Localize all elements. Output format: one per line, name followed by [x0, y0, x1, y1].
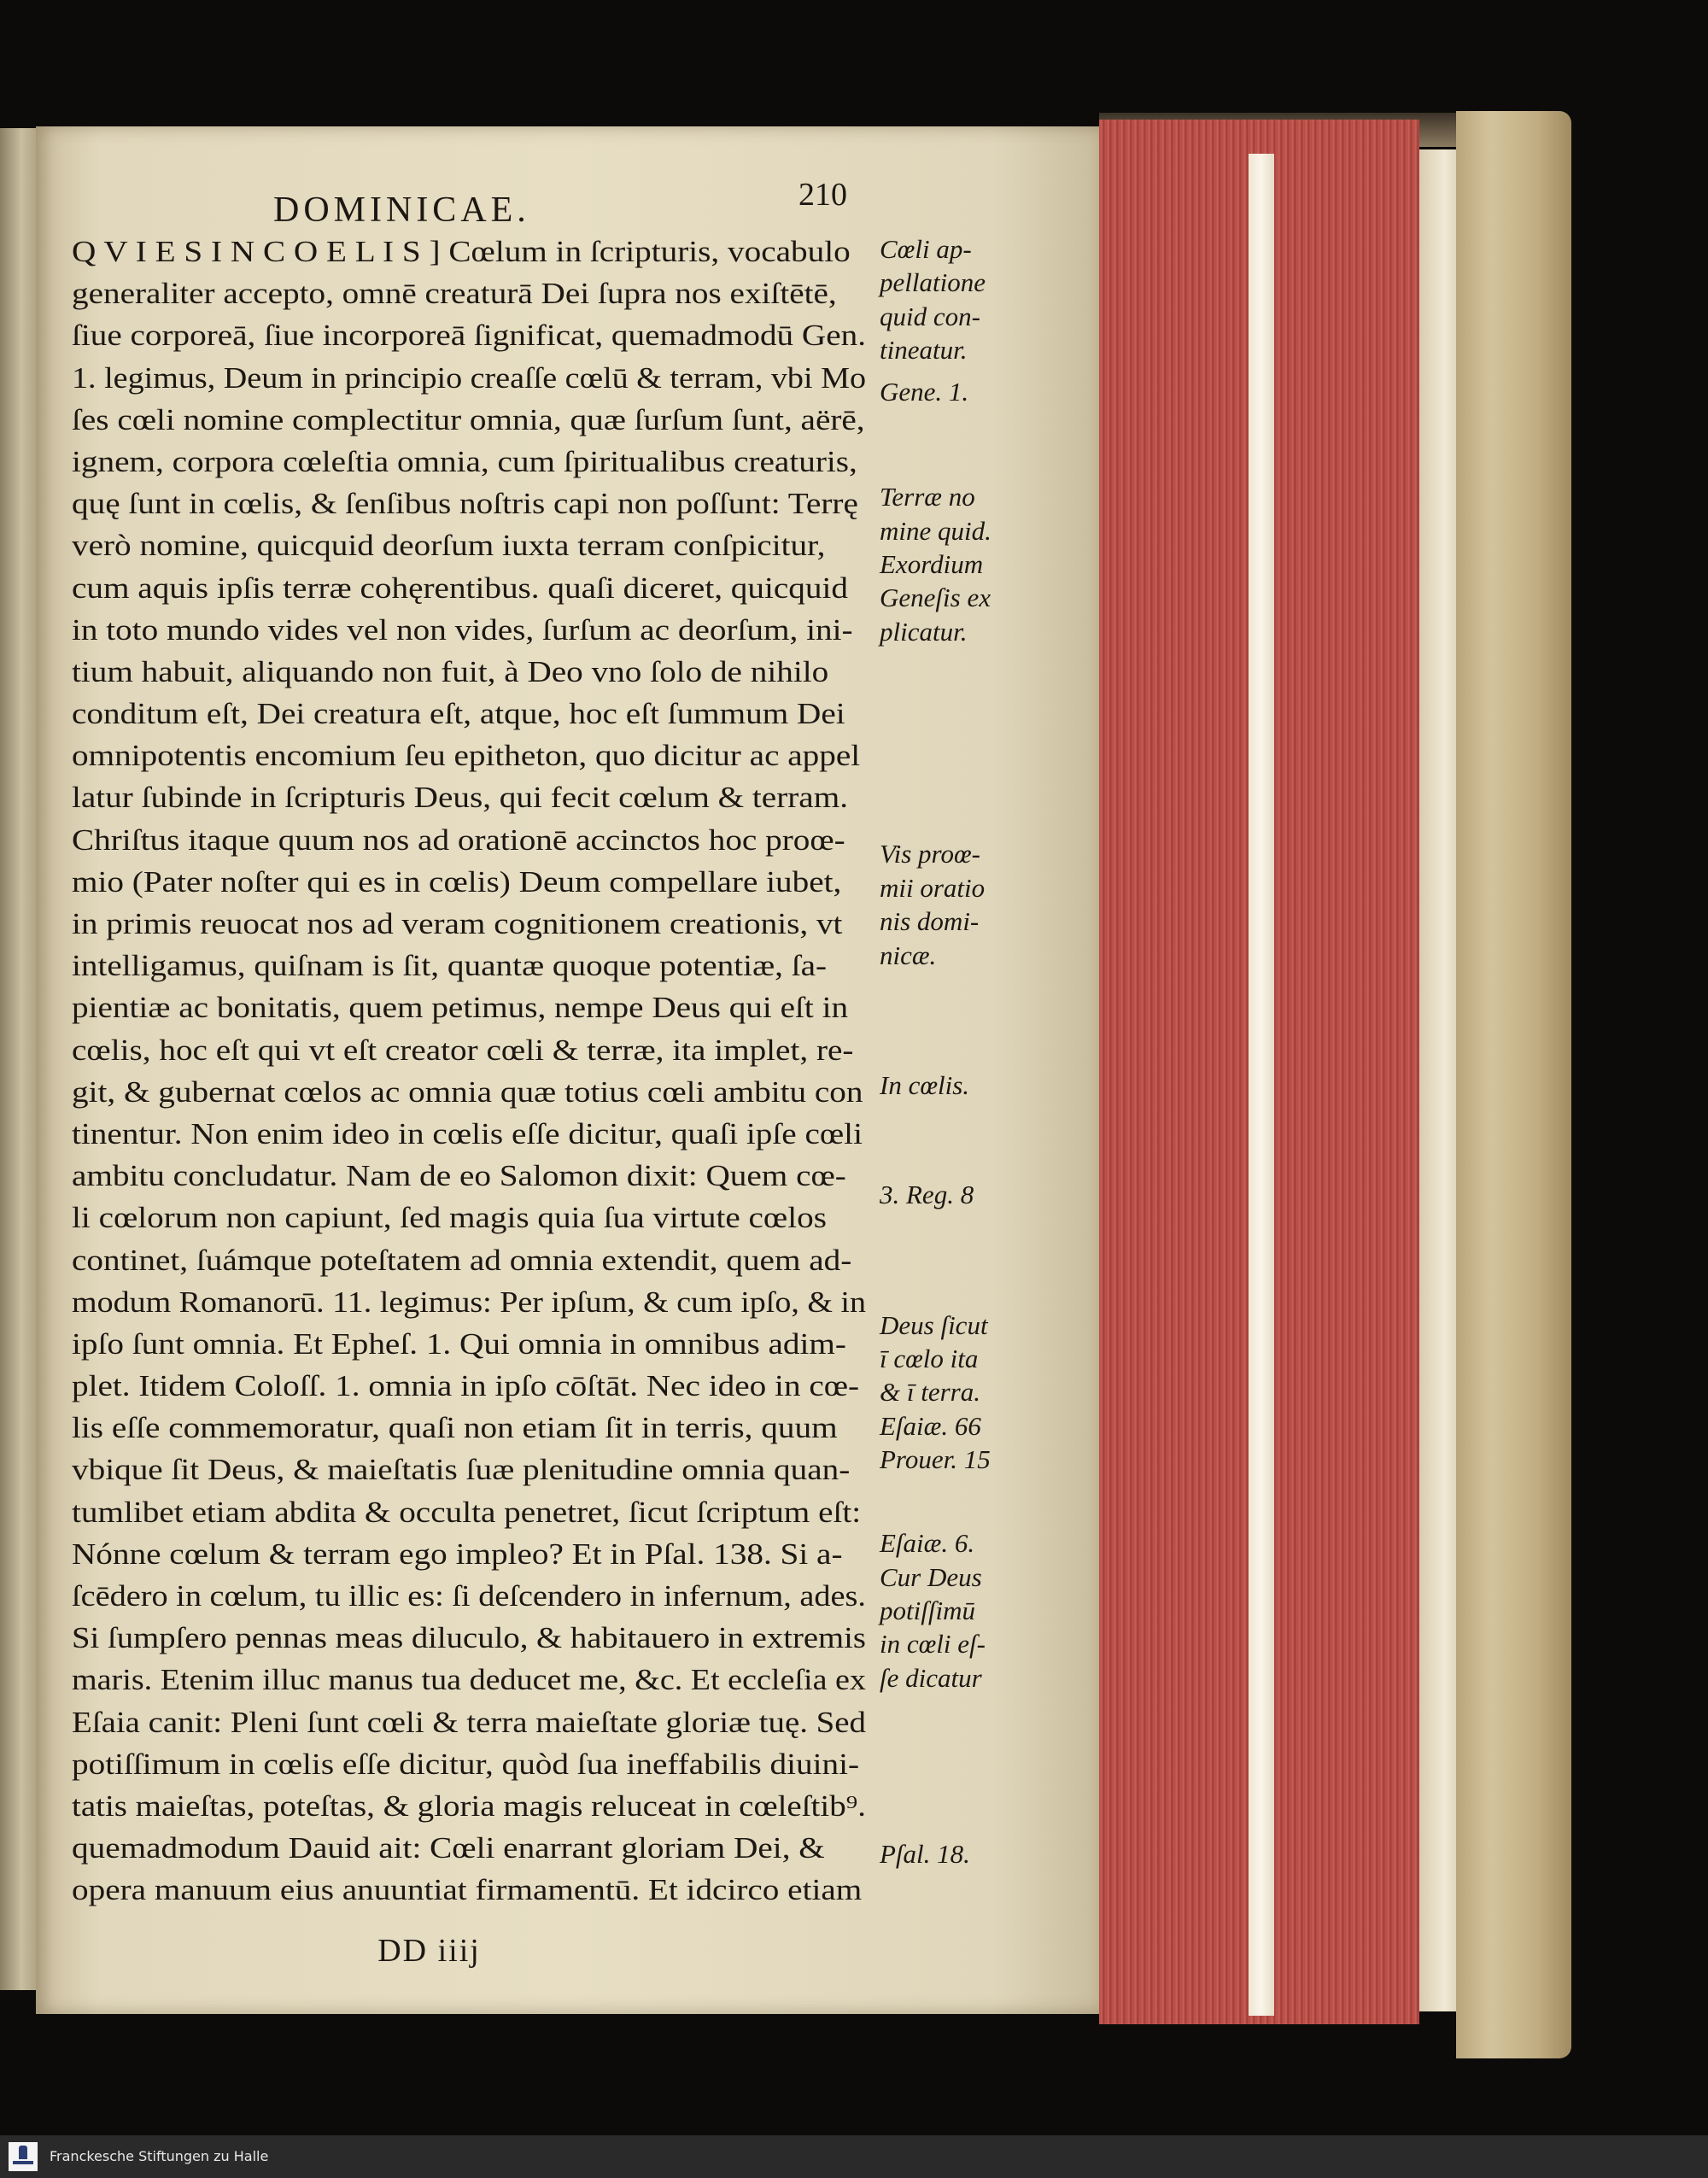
text-line-content: potiſſimum in cœlis eſſe dicitur, quòd ſua ineffabilis diuini-: [72, 1747, 860, 1781]
text-line-content: maris. Etenim illuc manus tua deducet me, &c. Et eccleſia ex: [72, 1663, 867, 1697]
margin-note: Gene. 1.: [880, 377, 969, 407]
text-line: [72, 1113, 874, 1155]
text-line-content: Chriſtus itaque quum nos ad orationē accinctos hoc proœ-: [72, 823, 845, 857]
text-line-content: pientiæ ac bonitatis, quem petimus, nempe Deus qui eſt in: [72, 991, 849, 1025]
text-line: [72, 483, 874, 524]
text-line-content: ſcēdero in cœlum, tu illic es: ſi deſcendero in infernum, ades.: [72, 1579, 866, 1613]
text-line: [72, 357, 874, 399]
text-line-content: ambitu concludatur. Nam de eo Salomon dixit: Quem cœ-: [72, 1159, 846, 1193]
margin-note: & ī terra.: [880, 1377, 980, 1408]
text-line: [72, 945, 874, 987]
text-line-content: generaliter accepto, omnē creaturā Dei ſupra nos exiſtētē,: [72, 277, 837, 311]
text-line: [72, 819, 874, 861]
margin-note: potiſſimū: [880, 1595, 975, 1626]
margin-note: nis domi-: [880, 906, 980, 937]
text-line: [72, 1323, 874, 1365]
text-line-content: git, & gubernat cœlos ac omnia quæ totius cœli ambitu con: [72, 1074, 863, 1109]
text-line-content: cum aquis ipſis terræ cohęrentibus. quaſi diceret, quicquid: [72, 571, 849, 605]
text-line-content: Si ſumpſero pennas meas diluculo, & habitauero in extremis: [72, 1621, 866, 1655]
text-line: [72, 1407, 874, 1449]
margin-note: Exordium: [880, 549, 984, 579]
text-line-content: plet. Itidem Coloſſ. 1. omnia in ipſo cōſtāt. Nec ideo in cœ-: [72, 1369, 860, 1403]
margin-note: quid con-: [880, 301, 980, 331]
margin-note: ī cœlo ita: [880, 1343, 979, 1373]
margin-note: Cœli ap-: [880, 234, 972, 264]
footer-institution: Franckesche Stiftungen zu Halle: [50, 2148, 269, 2164]
text-line-content: omnipotentis encomium ſeu epitheton, quo dicitur ac appel: [72, 739, 861, 773]
text-line: [72, 735, 874, 776]
text-line-content: vbique ſit Deus, & maieſtatis ſuæ plenitudine omnia quan-: [72, 1453, 851, 1487]
margin-note: Deus ſicut: [880, 1309, 988, 1340]
margin-note: Vis proœ-: [880, 839, 980, 869]
margin-note: Prouer. 15: [880, 1443, 991, 1474]
text-line: [72, 1743, 874, 1785]
text-line-content: verò nomine, quicquid deorſum iuxta terram conſpicitur,: [72, 529, 826, 563]
margin-note: Eſaiæ. 66: [880, 1410, 981, 1441]
footer-bar: [0, 2135, 1708, 2178]
text-line: [72, 1365, 874, 1407]
margin-note: nicæ.: [880, 940, 937, 970]
page-number: 210: [798, 177, 847, 213]
margin-note: mine quid.: [880, 515, 991, 546]
text-line-content: Eſaia canit: Pleni ſunt cœli & terra maieſtate gloriæ tuę. Sed: [72, 1705, 866, 1739]
text-line-content: intelligamus, quiſnam is ſit, quantæ quoque potentiæ, ſa-: [72, 949, 828, 983]
margin-note: Eſaiæ. 6.: [880, 1528, 975, 1559]
text-line-content: tinentur. Non enim ideo in cœlis eſſe dicitur, quaſi ipſe cœli: [72, 1116, 863, 1150]
institution-logo-icon: [9, 2142, 38, 2171]
text-line: [72, 861, 874, 903]
running-head: DOMINICAE.: [273, 190, 530, 230]
text-line: [72, 1449, 874, 1490]
margin-note: In cœlis.: [880, 1070, 970, 1101]
text-line-content: in toto mundo vides vel non vides, ſurſum ac deorſum, ini-: [72, 612, 853, 647]
margin-note: pellatione: [880, 267, 986, 298]
text-line: [72, 1281, 874, 1323]
margin-note: tineatur.: [880, 335, 968, 366]
text-line: [72, 567, 874, 609]
text-line: [72, 441, 874, 483]
text-line-content: li cœlorum non capiunt, ſed magis quia ſua virtute cœlos: [72, 1201, 827, 1235]
text-line: [72, 399, 874, 441]
text-line: [72, 1197, 874, 1238]
text-line-content: continet, ſuámque poteſtatem ad omnia extendit, quem ad-: [72, 1243, 852, 1277]
text-line: [72, 1239, 874, 1281]
text-line: [72, 1491, 874, 1533]
text-line-content: lis eſſe commemoratur, quaſi non etiam ſit in terris, quum: [72, 1411, 838, 1445]
text-line: [72, 987, 874, 1028]
text-line-content: Q V I E S I N C O E L I S ] Cœlum in ſcripturis, vocabulo: [72, 235, 851, 268]
text-line: [72, 1575, 874, 1617]
text-line-content: cœlis, hoc eſt qui vt eſt creator cœli & terræ, ita implet, re-: [72, 1033, 854, 1067]
text-line: [72, 524, 874, 566]
text-line: [72, 1533, 874, 1575]
text-line: [72, 231, 874, 272]
body-text: [72, 231, 874, 1912]
text-line-content: ignem, corpora cœleſtia omnia, cum ſpiritualibus creaturis,: [72, 444, 857, 478]
margin-note: Geneſis ex: [880, 583, 991, 613]
text-line: [72, 1071, 874, 1113]
margin-note: Cur Deus: [880, 1561, 982, 1592]
text-line-content: tumlibet etiam abdita & occulta penetret, ſicut ſcriptum eſt:: [72, 1495, 862, 1529]
margin-note: plicatur.: [880, 616, 968, 647]
text-line: [72, 1659, 874, 1701]
text-line-content: ſes cœli nomine complectitur omnia, quæ ſurſum ſunt, aërē,: [72, 402, 865, 436]
text-line: [72, 314, 874, 356]
text-line: [72, 1785, 874, 1827]
text-line-content: opera manuum eius anuuntiat firmamentū. Et idcirco etiam: [72, 1873, 863, 1907]
text-line-content: tium habuit, aliquando non fuit, à Deo vno ſolo de nihilo: [72, 654, 829, 688]
text-line: [72, 693, 874, 735]
text-line: [72, 1827, 874, 1869]
margin-note: ſe dicatur: [880, 1662, 982, 1693]
text-line-content: latur ſubinde in ſcripturis Deus, qui fecit cœlum & terram.: [72, 781, 849, 815]
text-line: [72, 609, 874, 651]
text-line: [72, 1617, 874, 1659]
text-line-content: quę ſunt in cœlis, & ſenſibus noſtris capi non poſſunt: Terrę: [72, 487, 858, 521]
text-line-content: 1. legimus, Deum in principio creaſſe cœlū & terram, vbi Mo: [72, 360, 867, 395]
margin-note: mii oratio: [880, 872, 986, 903]
text-line: [72, 651, 874, 693]
text-line-content: tatis maieſtas, poteſtas, & gloria magis reluceat in cœleſtib⁹.: [72, 1789, 866, 1823]
text-line-content: modum Romanorū. 11. legimus: Per ipſum, & cum ipſo, & in: [72, 1285, 866, 1319]
text-line-content: conditum eſt, Dei creatura eſt, atque, hoc eſt ſummum Dei: [72, 697, 845, 731]
text-line-content: Nónne cœlum & terram ego impleo? Et in Pſal. 138. Si a-: [72, 1537, 843, 1571]
signature-mark: [0, 1932, 905, 1970]
margin-note: Terræ no: [880, 482, 975, 512]
text-line: [72, 1155, 874, 1197]
text-line: [72, 1029, 874, 1071]
text-line: [72, 903, 874, 945]
text-line-content: quemadmodum Dauid ait: Cœli enarrant gloriam Dei, &: [72, 1831, 825, 1865]
text-line-content: in primis reuocat nos ad veram cognitionem creationis, vt: [72, 907, 843, 940]
margin-note: Pſal. 18.: [880, 1839, 970, 1870]
margin-note: in cœli eſ-: [880, 1629, 986, 1660]
text-line: [72, 1701, 874, 1743]
text-line-content: mio (Pater noſter qui es in cœlis) Deum compellare iubet,: [72, 864, 842, 899]
text-line: [72, 776, 874, 818]
text-line: [72, 1869, 874, 1911]
signature-text: DD iiij: [377, 1933, 481, 1969]
text-line-content: ipſo ſunt omnia. Et Epheſ. 1. Qui omnia in omnibus adim-: [72, 1326, 846, 1361]
text-line: [72, 272, 874, 314]
margin-note: 3. Reg. 8: [880, 1180, 974, 1209]
text-line-content: ſiue corporeā, ſiue incorporeā ſignificat, quemadmodū Gen.: [72, 319, 866, 353]
